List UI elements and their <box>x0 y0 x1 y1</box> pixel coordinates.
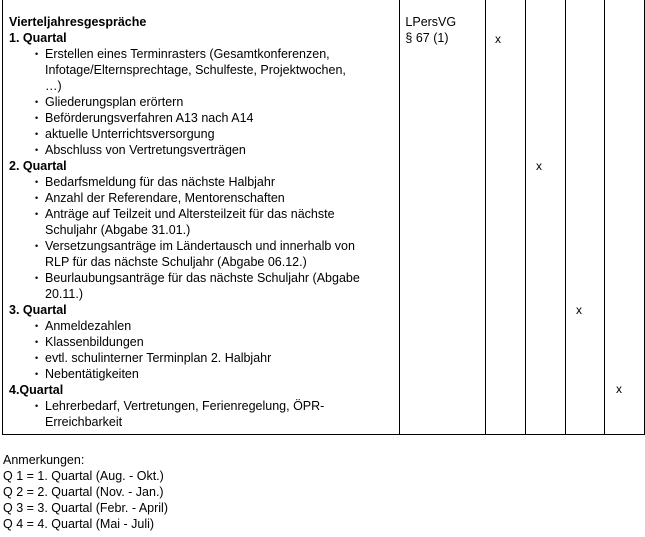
table-row <box>3 0 645 435</box>
q3-column <box>565 0 605 435</box>
quarter-heading: 3. Quartal <box>9 303 67 317</box>
note-line: Q 2 = 2. Quartal (Nov. - Jan.) <box>3 485 164 499</box>
quarter-3-list <box>9 318 399 382</box>
q1-column <box>486 0 526 435</box>
q3-mark: x <box>576 303 582 317</box>
list-item: • Erstellen eines Terminrasters (Gesamtkonferenzen, Infotage/Elternsprechtage, Schulfeste, Projektwochen, …) <box>45 46 399 94</box>
quarter-4-list <box>9 398 399 430</box>
list-item: • Beförderungsverfahren A13 nach A14 <box>45 110 399 126</box>
list-item: • Klassenbildungen <box>45 334 399 350</box>
q1-mark: x <box>495 32 501 46</box>
note-line: Q 1 = 1. Quartal (Aug. - Okt.) <box>3 469 164 483</box>
list-item: • Anzahl der Referendare, Mentorenschaften <box>45 190 399 206</box>
note-line: Q 4 = 4. Quartal (Mai - Juli) <box>3 517 155 531</box>
law-name: LPersVG <box>405 15 457 29</box>
q4-column <box>605 0 645 435</box>
law-paragraph: § 67 (1) <box>405 31 449 45</box>
quarter-heading: 2. Quartal <box>9 159 67 173</box>
list-item: • Beurlaubungsanträge für das nächste Schuljahr (Abgabe 20.11.) <box>45 270 399 302</box>
notes-heading: Anmerkungen: <box>3 453 85 467</box>
list-item: • Lehrerbedarf, Vertretungen, Ferienregelung, ÖPR- Erreichbarkeit <box>45 398 399 430</box>
list-item: • Gliederungsplan erörtern <box>45 94 399 110</box>
notes-section <box>3 452 168 532</box>
list-item: • Bedarfsmeldung für das nächste Halbjahr <box>45 174 399 190</box>
schedule-table <box>2 0 645 435</box>
table-title: Vierteljahresgespräche <box>9 15 147 29</box>
q2-mark: x <box>536 159 542 173</box>
legal-basis-cell <box>400 0 486 435</box>
topics-cell <box>3 0 400 435</box>
list-item: • Versetzungsanträge im Ländertausch und innerhalb von RLP für das nächste Schuljahr (Abgabe 06.12.) <box>45 238 399 270</box>
q4-mark: x <box>616 382 622 396</box>
list-item: • Anträge auf Teilzeit und Altersteilzeit für das nächste Schuljahr (Abgabe 31.01.) <box>45 206 399 238</box>
q2-column <box>525 0 565 435</box>
list-item: • Abschluss von Vertretungsverträgen <box>45 142 399 158</box>
quarter-heading: 1. Quartal <box>9 31 67 45</box>
list-item: • evtl. schulinterner Terminplan 2. Halbjahr <box>45 350 399 366</box>
note-line: Q 3 = 3. Quartal (Febr. - April) <box>3 501 168 515</box>
quarter-2-list <box>9 174 399 302</box>
list-item: • aktuelle Unterrichtsversorgung <box>45 126 399 142</box>
quarter-1-list <box>9 46 399 158</box>
quarter-heading: 4.Quartal <box>9 383 64 397</box>
list-item: • Anmeldezahlen <box>45 318 399 334</box>
list-item: • Nebentätigkeiten <box>45 366 399 382</box>
